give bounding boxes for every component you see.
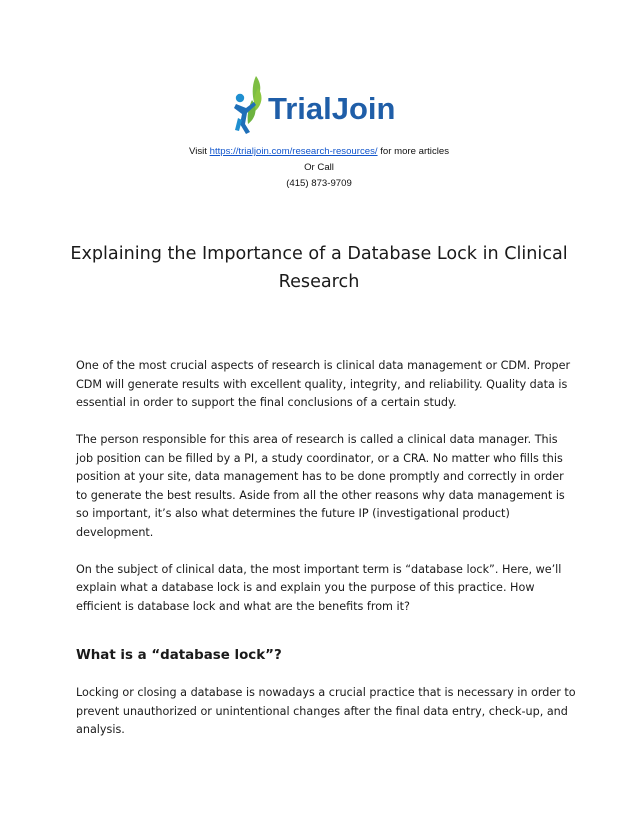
visit-prefix: Visit — [188, 146, 210, 157]
trialjoin-logo-icon — [232, 74, 266, 140]
visit-line — [0, 144, 638, 160]
phone-number: (415) 873-9709 — [286, 178, 352, 189]
document-title: Explaining the Importance of a Database Lock in Clinical Research — [70, 244, 568, 292]
logo-wordmark: TrialJoin — [268, 91, 396, 126]
resources-link[interactable]: https://trialjoin.com/research-resources/ — [209, 146, 378, 157]
trialjoin-logo — [232, 72, 422, 142]
section-heading: What is a “database lock”? — [76, 648, 282, 663]
paragraph: On the subject of clinical data, the most important term is “database lock”. Here, we’ll explain what a database lock is and explain you the purpose of this practice. How efficient is database lock and what are the benefits from it? — [76, 562, 562, 613]
section-paragraph: Locking or closing a database is nowadays a crucial practice that is necessary in order to prevent unauthorized or unintentional changes after the final data entry, check-up, and analysis. — [76, 686, 576, 736]
visit-suffix: for more articles — [377, 146, 450, 157]
header-info — [0, 144, 638, 192]
paragraph: The person responsible for this area of research is called a clinical data manager. This job position can be filled by a PI, a study coordinator, or a CRA. No matter who fills this position at your site, data management has to be done promptly and correctly in order to generate the best results. Aside from all the other reasons why data management is so important, it’s also what determines the future IP (investigational product) development. — [76, 433, 565, 539]
or-call-text: Or Call — [304, 162, 334, 173]
paragraph: One of the most crucial aspects of research is clinical data management or CDM. Proper CDM will generate results with excellent quality, integrity, and reliability. Quality data is essential in order to support the final conclusions of a certain study. — [76, 359, 571, 409]
document-body — [76, 357, 576, 758]
